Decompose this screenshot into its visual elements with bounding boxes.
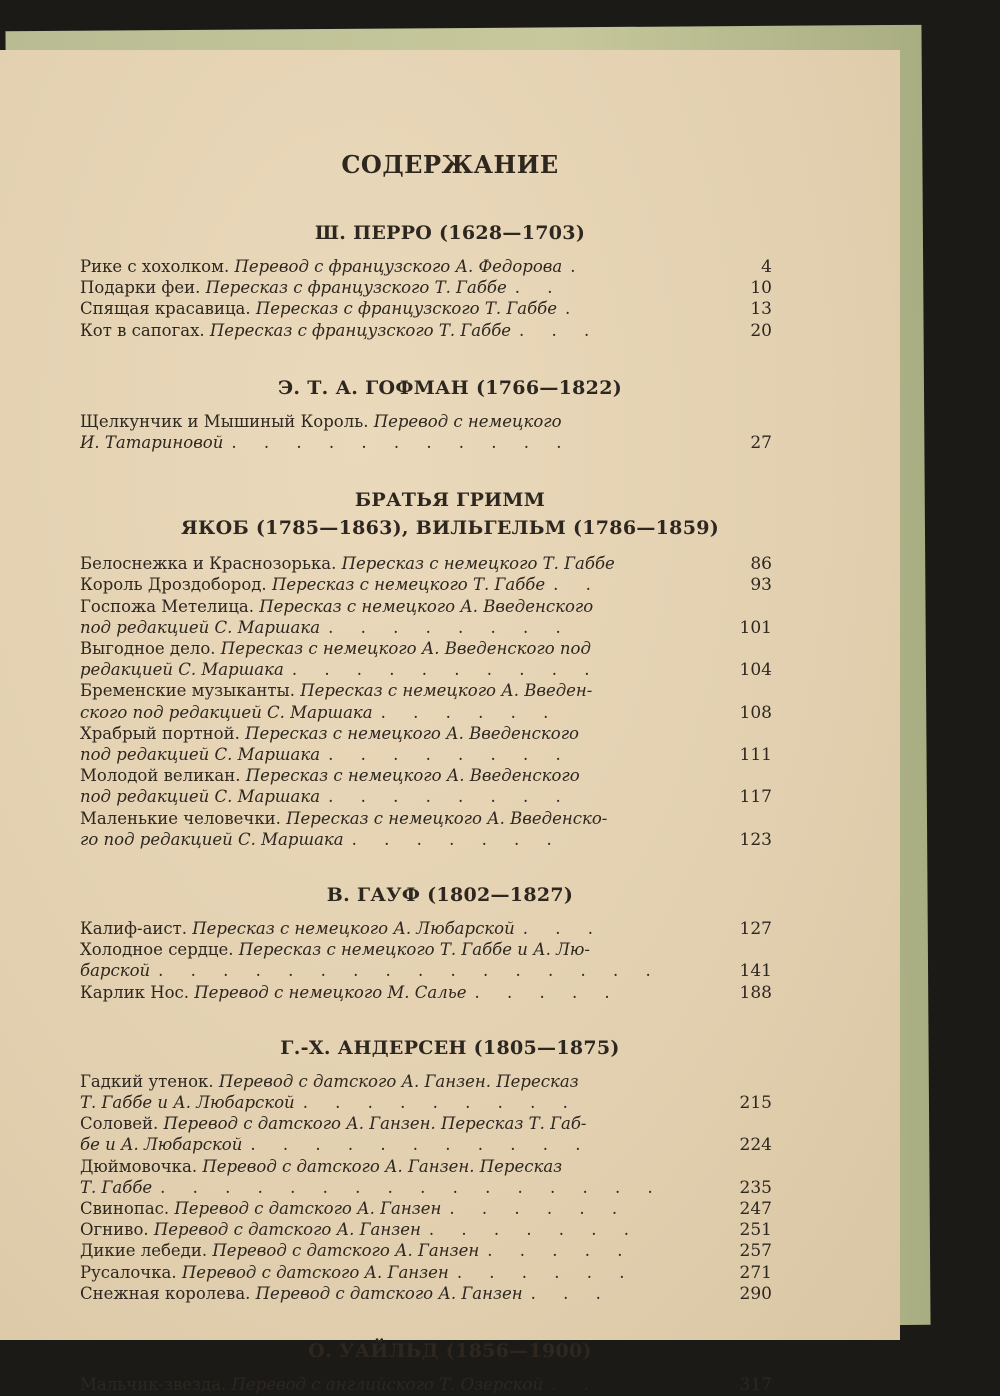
entry-translator: Перевод с датского А. Ганзен. Пересказ bbox=[202, 1156, 563, 1176]
entry-translator: Пересказ с немецкого Т. Габбе bbox=[341, 554, 615, 574]
entry-page-number: 93 bbox=[750, 575, 772, 596]
entry-translator: Пересказ с немецкого А. Введенского bbox=[245, 723, 579, 743]
entry-title: Бременские музыканты. bbox=[80, 681, 301, 701]
entry-title: Храбрый портной. bbox=[80, 723, 246, 743]
entry-title: Дикие лебеди. bbox=[80, 1241, 213, 1261]
entry-page-number: 86 bbox=[750, 554, 772, 575]
entry-translator: ского под редакцией С. Маршака bbox=[80, 702, 373, 722]
section-subauthor: ЯКОБ (1785—1863), ВИЛЬГЕЛЬМ (1786—1859) bbox=[180, 517, 720, 540]
entry-translator: Пересказ с немецкого А. Любарской bbox=[192, 919, 515, 938]
book-page bbox=[0, 50, 900, 1395]
toc-entry-line bbox=[80, 1198, 708, 1220]
section-author: Э. Т. А. ГОФМАН (1766—1822) bbox=[277, 376, 623, 399]
entry-translator: Пересказ с французского Т. Габбе bbox=[255, 299, 558, 319]
leader-dots: . . . . . bbox=[474, 982, 621, 1002]
toc-entry-line bbox=[80, 744, 708, 766]
leader-dots: . . . . . . . . . bbox=[302, 1093, 579, 1112]
toc-entry-line bbox=[80, 256, 708, 278]
entry-title: Мальчик-звезда. bbox=[80, 1375, 232, 1394]
toc-entry-line bbox=[80, 1156, 708, 1178]
entry-title: Свинопас. bbox=[80, 1199, 175, 1218]
entry-translator: Т. Габбе bbox=[80, 1177, 153, 1197]
entry-page-number: 101 bbox=[739, 617, 772, 638]
toc-entry-line bbox=[80, 918, 708, 940]
entry-title: Русалочка. bbox=[80, 1262, 182, 1282]
entry-page-number: 123 bbox=[739, 829, 772, 850]
leader-dots: . . . . . . . bbox=[351, 829, 563, 849]
entry-translator: Пересказ с немецкого Т. Габбе bbox=[271, 575, 546, 595]
entry-translator: барской bbox=[80, 961, 151, 981]
entry-page-number: 111 bbox=[739, 745, 772, 765]
toc-entry-line bbox=[80, 1071, 708, 1093]
toc-entry-line bbox=[80, 702, 708, 724]
entry-translator: Перевод с датского А. Ганзен. Пересказ Т. Габ- bbox=[163, 1114, 587, 1134]
leader-dots: . . . . . . bbox=[456, 1262, 636, 1282]
entry-page-number: 104 bbox=[739, 660, 772, 681]
leader-dots: . . . . . . . . bbox=[328, 745, 572, 764]
section-author: Г.-Х. АНДЕРСЕН (1805—1875) bbox=[280, 1036, 620, 1059]
entry-title: Снежная королева. bbox=[80, 1283, 256, 1303]
entry-title: Огниво. bbox=[80, 1220, 154, 1240]
entry-translator: Пересказ с немецкого А. Введен- bbox=[300, 681, 593, 701]
entry-translator: Пересказ с немецкого Т. Габбе и А. Лю- bbox=[238, 940, 590, 960]
leader-dots: . . . bbox=[519, 320, 601, 340]
entry-translator: Пересказ с немецкого А. Введенского под bbox=[220, 639, 591, 658]
toc-entry-line bbox=[80, 1374, 708, 1396]
section-author: О. УАЙЛЬД (1856—1900) bbox=[308, 1340, 592, 1362]
entry-page-number: 10 bbox=[750, 278, 772, 299]
leader-dots: . . . bbox=[530, 1283, 612, 1303]
entry-title: Маленькие человечки. bbox=[80, 808, 287, 828]
entry-translator: Пересказ с французского Т. Габбе bbox=[205, 278, 507, 298]
toc-entry-line bbox=[80, 829, 708, 851]
toc-entry-line bbox=[80, 277, 708, 299]
entry-translator: редакцией С. Маршака bbox=[80, 660, 284, 680]
entry-title: Белоснежка и Краснозорька. bbox=[80, 554, 342, 574]
entry-translator: Перевод с датского А. Ганзен bbox=[255, 1283, 523, 1303]
entry-page-number: 215 bbox=[739, 1093, 772, 1113]
toc-entry-line bbox=[80, 982, 708, 1004]
entry-translator: Перевод с датского А. Ганзен bbox=[174, 1199, 442, 1218]
leader-dots: . . . . . . bbox=[449, 1199, 629, 1218]
leader-dots: . . . . . . . . . . . bbox=[250, 1135, 592, 1155]
entry-translator: под редакцией С. Маршака bbox=[80, 745, 321, 764]
toc-entry-line bbox=[80, 1219, 708, 1241]
entry-page-number: 251 bbox=[739, 1220, 772, 1241]
entry-page-number: 20 bbox=[750, 320, 772, 341]
entry-page-number: 224 bbox=[739, 1135, 772, 1156]
entry-translator: Перевод с датского А. Ганзен bbox=[153, 1220, 421, 1240]
entry-translator: под редакцией С. Маршака bbox=[80, 787, 321, 807]
entry-title: Король Дроздобород. bbox=[80, 575, 272, 595]
entry-title: Щелкунчик и Мышиный Король. bbox=[80, 411, 374, 431]
leader-dots: . . bbox=[551, 1375, 600, 1394]
toc-entry-line bbox=[80, 1262, 708, 1284]
entry-page-number: 188 bbox=[739, 982, 772, 1003]
leader-dots: . . bbox=[514, 278, 564, 298]
toc-entry-line bbox=[80, 411, 708, 433]
leader-dots: . . . . . . bbox=[380, 702, 560, 722]
toc-entry-line bbox=[80, 723, 708, 745]
entry-translator: Т. Габбе и А. Любарской bbox=[80, 1093, 295, 1112]
toc-entry-line bbox=[80, 298, 708, 320]
page-title: СОДЕРЖАНИЕ bbox=[341, 150, 559, 179]
section-author: Ш. ПЕРРО (1628—1703) bbox=[314, 222, 586, 244]
entry-title: Подарки феи. bbox=[80, 278, 206, 298]
toc-entry-line bbox=[80, 765, 708, 787]
entry-page-number: 117 bbox=[739, 787, 772, 808]
entry-page-number: 127 bbox=[739, 919, 772, 939]
toc-entry-line bbox=[80, 574, 708, 596]
entry-translator: под редакцией С. Маршака bbox=[80, 617, 321, 637]
entry-page-number: 247 bbox=[739, 1199, 772, 1219]
entry-title: Холодное сердце. bbox=[80, 940, 239, 960]
leader-dots: . . . . . . . . . . . . . . . . bbox=[158, 961, 662, 981]
entry-translator: Перевод с французского А. Федорова bbox=[234, 257, 563, 276]
leader-dots: . . . . . bbox=[487, 1241, 634, 1261]
entry-translator: Перевод с датского А. Ганзен. Пересказ bbox=[218, 1071, 579, 1091]
entry-translator: Перевод с немецкого bbox=[373, 411, 562, 431]
toc-entry-line bbox=[80, 659, 708, 681]
toc-entry-line bbox=[80, 960, 708, 982]
entry-translator: Перевод с английского Т. Озерской bbox=[231, 1375, 544, 1394]
toc-entry-line bbox=[80, 680, 708, 702]
leader-dots: . bbox=[565, 299, 582, 319]
entry-title: Дюймовочка. bbox=[80, 1156, 203, 1176]
section-author: В. ГАУФ (1802—1827) bbox=[326, 884, 574, 906]
toc-entry-line bbox=[80, 1283, 708, 1305]
entry-translator: Перевод с датского А. Ганзен bbox=[212, 1241, 480, 1261]
toc-entry-line bbox=[80, 1177, 708, 1199]
entry-page-number: 108 bbox=[739, 702, 772, 723]
entry-title: Калиф-аист. bbox=[80, 919, 193, 938]
toc-entry-line bbox=[80, 1092, 708, 1114]
leader-dots: . . . bbox=[522, 919, 604, 938]
toc-entry-line bbox=[80, 786, 708, 808]
entry-title: Спящая красавица. bbox=[80, 299, 256, 319]
leader-dots: . . . . . . . . bbox=[328, 787, 572, 807]
leader-dots: . . . . . . . . bbox=[328, 617, 572, 637]
entry-title: Соловей. bbox=[80, 1114, 164, 1134]
toc-entry-line bbox=[80, 1134, 708, 1156]
entry-page-number: 235 bbox=[739, 1177, 772, 1198]
toc-entry-line bbox=[80, 596, 708, 618]
entry-page-number: 141 bbox=[739, 961, 772, 982]
toc-entry-line bbox=[80, 617, 708, 639]
toc-entry-line bbox=[80, 638, 708, 660]
entry-page-number: 317 bbox=[739, 1375, 772, 1395]
entry-page-number: 257 bbox=[739, 1241, 772, 1262]
toc-entry-line bbox=[80, 320, 708, 342]
entry-page-number: 27 bbox=[750, 433, 772, 453]
entry-title: Кот в сапогах. bbox=[80, 320, 210, 340]
entry-translator: Перевод с немецкого М. Салье bbox=[194, 982, 467, 1002]
leader-dots: . . . . . . . . . . . bbox=[231, 433, 573, 452]
toc-entry-line bbox=[80, 1240, 708, 1262]
entry-page-number: 13 bbox=[750, 299, 772, 320]
entry-page-number: 271 bbox=[739, 1262, 772, 1283]
entry-translator: Пересказ с немецкого А. Введенского bbox=[245, 766, 580, 786]
toc-entry-line bbox=[80, 553, 708, 575]
toc-entry-line bbox=[80, 808, 708, 830]
section-author: БРАТЬЯ ГРИММ bbox=[354, 489, 546, 512]
toc-entry-line bbox=[80, 432, 708, 454]
toc-entry-line bbox=[80, 1113, 708, 1135]
entry-page-number: 4 bbox=[761, 257, 772, 277]
entry-page-number: 290 bbox=[739, 1283, 772, 1304]
entry-translator: бе и А. Любарской bbox=[80, 1135, 243, 1155]
leader-dots: . . . . . . . . . . bbox=[291, 660, 601, 680]
entry-translator: го под редакцией С. Маршака bbox=[80, 829, 344, 849]
entry-title: Гадкий утенок. bbox=[80, 1071, 219, 1091]
leader-dots: . bbox=[570, 257, 587, 276]
entry-translator: Пересказ с немецкого А. Введенско- bbox=[286, 808, 608, 828]
entry-translator: Пересказ с немецкого А. Введенского bbox=[259, 596, 594, 616]
toc-entry-line bbox=[80, 939, 708, 961]
leader-dots: . . . . . . . . . . . . . . . . bbox=[160, 1177, 664, 1197]
entry-title: Молодой великан. bbox=[80, 766, 246, 786]
leader-dots: . . . . . . . bbox=[428, 1220, 641, 1240]
entry-title: Госпожа Метелица. bbox=[80, 596, 260, 616]
entry-title: Выгодное дело. bbox=[80, 639, 221, 658]
leader-dots: . . bbox=[553, 575, 602, 595]
entry-title: Карлик Нос. bbox=[80, 982, 195, 1002]
entry-title: Рике с хохолком. bbox=[80, 257, 235, 276]
entry-translator: Перевод с датского А. Ганзен bbox=[181, 1262, 449, 1282]
entry-translator: И. Татариновой bbox=[80, 433, 224, 452]
entry-translator: Пересказ с французского Т. Габбе bbox=[209, 320, 512, 340]
